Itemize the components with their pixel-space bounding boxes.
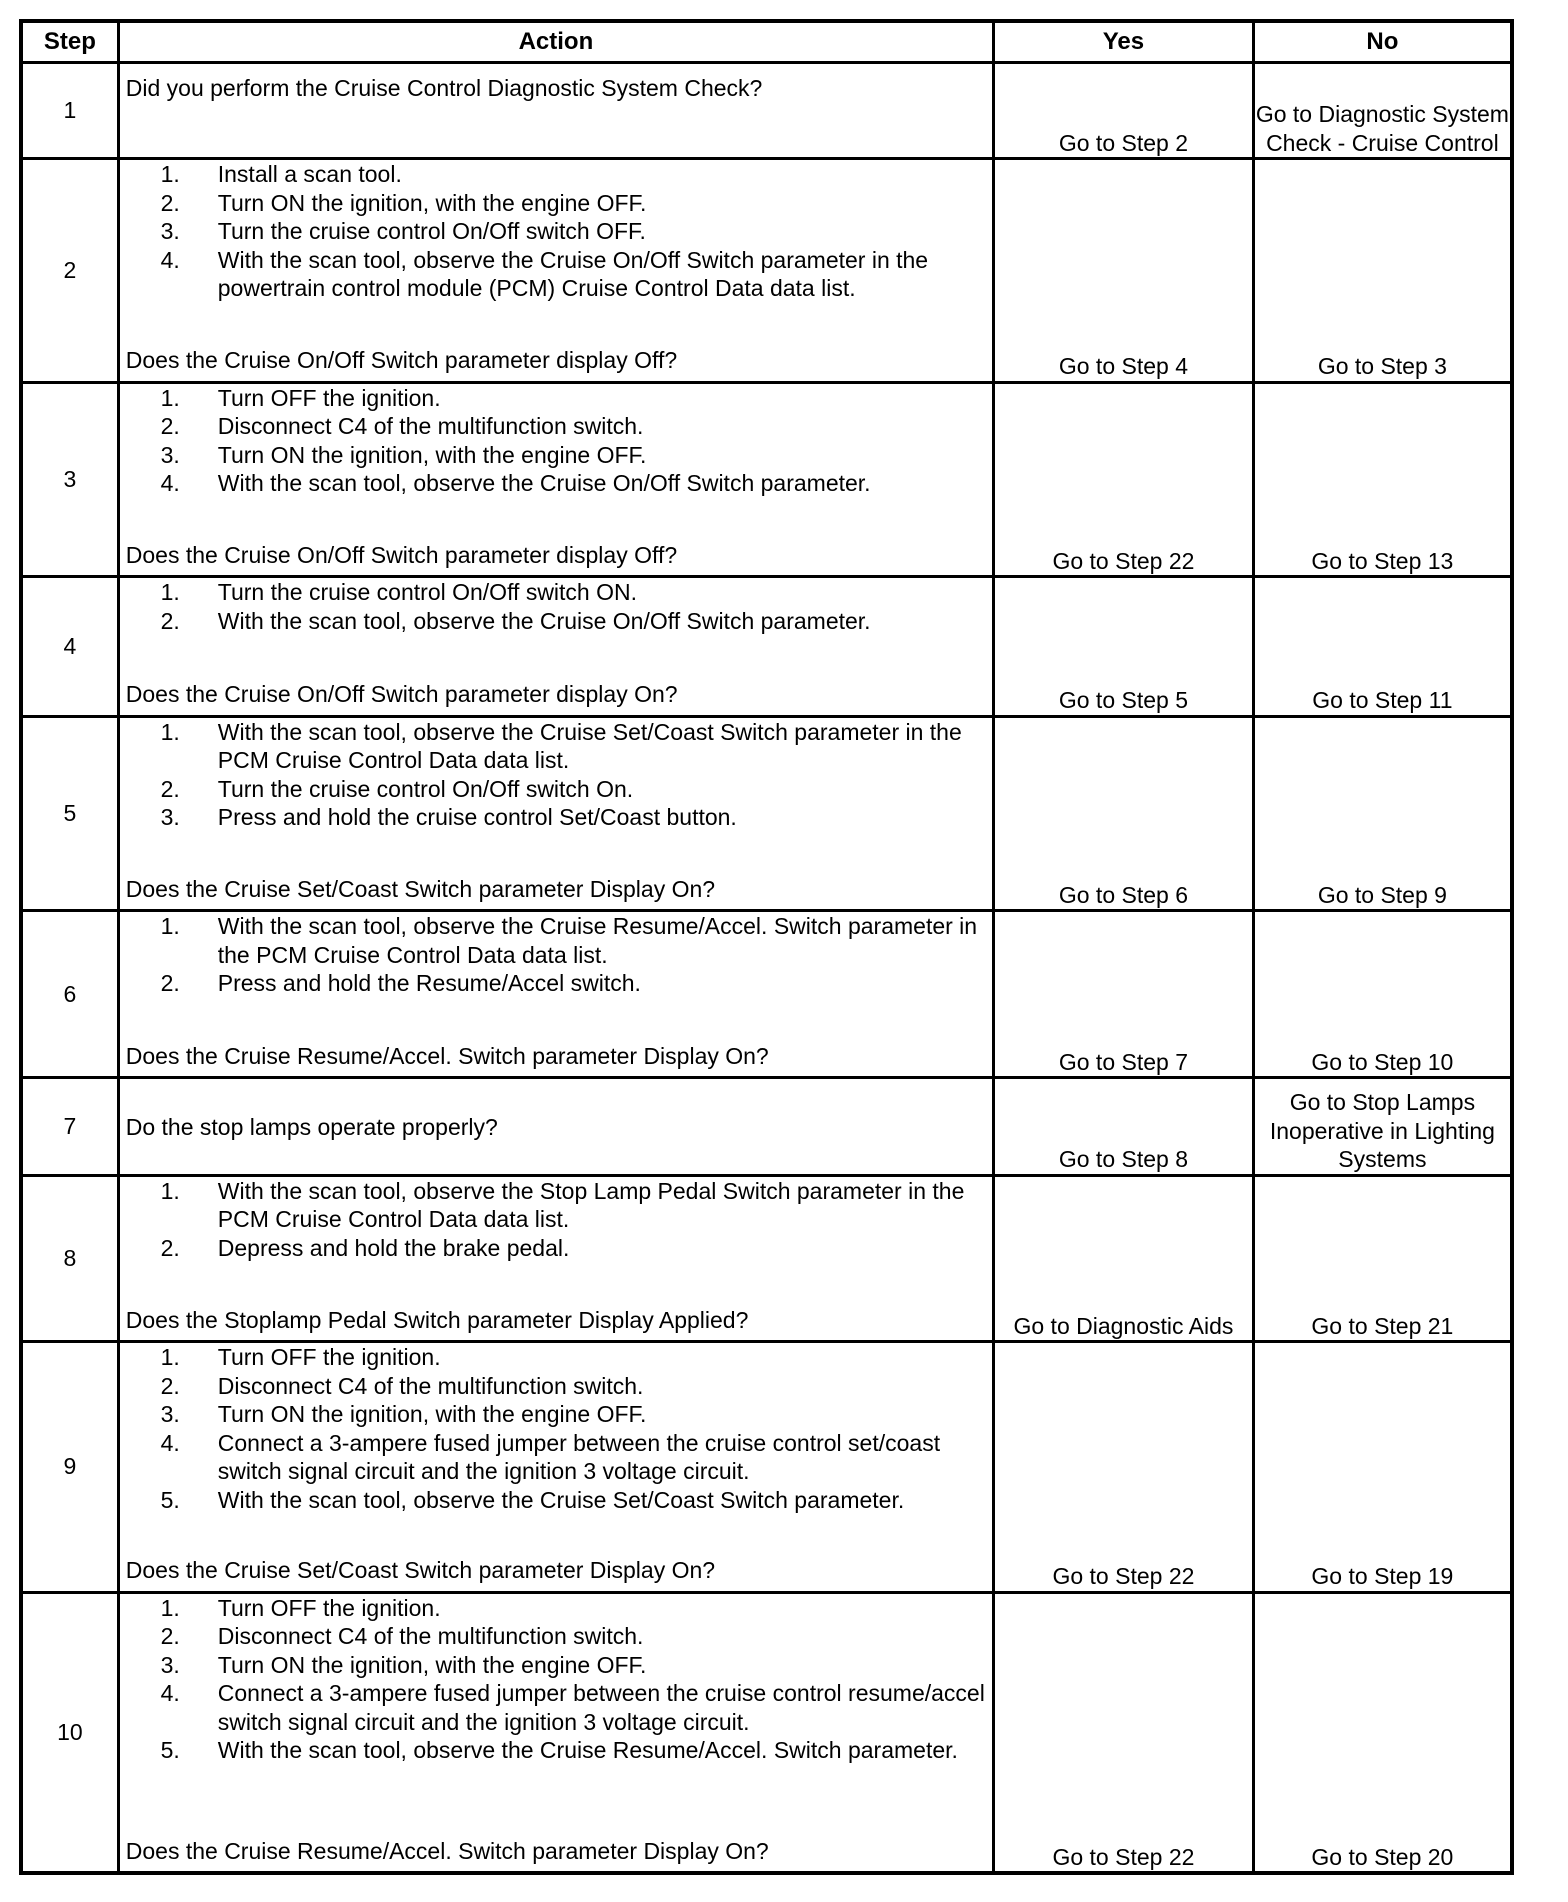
table-row bbox=[21, 382, 1512, 576]
step-number: 3 bbox=[21, 382, 118, 576]
table-row bbox=[21, 577, 1512, 716]
action-step-text: Install a scan tool. bbox=[217, 161, 402, 188]
action-question: Does the Cruise Set/Coast Switch parameter Display On? bbox=[125, 875, 716, 902]
action-step-item bbox=[120, 1177, 992, 1234]
action-step-text: Turn ON the ignition, with the engine OFF. bbox=[217, 189, 647, 216]
action-cell bbox=[118, 1078, 993, 1175]
action-question: Does the Cruise On/Off Switch parameter display Off? bbox=[125, 541, 678, 568]
action-step-number: 1. bbox=[160, 1344, 180, 1371]
action-step-item bbox=[120, 412, 992, 441]
step-number: 4 bbox=[21, 577, 118, 716]
table-row bbox=[21, 1175, 1512, 1341]
table-row bbox=[21, 1078, 1512, 1175]
action-step-text: Press and hold the cruise control Set/Coast button. bbox=[217, 804, 737, 831]
action-step-item bbox=[120, 718, 992, 775]
step-number: 1 bbox=[21, 63, 118, 159]
step-number: 6 bbox=[21, 911, 118, 1078]
yes-outcome: Go to Step 2 bbox=[994, 63, 1254, 159]
action-step-item bbox=[120, 1651, 992, 1680]
action-cell bbox=[118, 1175, 993, 1341]
step-number: 5 bbox=[21, 716, 118, 910]
action-step-item bbox=[120, 1486, 992, 1515]
no-outcome: Go to Step 13 bbox=[1253, 382, 1512, 576]
no-outcome: Go to Diagnostic System Check - Cruise Control bbox=[1253, 63, 1512, 159]
action-step-text: Turn OFF the ignition. bbox=[217, 1594, 441, 1621]
action-step-number: 1. bbox=[160, 1177, 180, 1204]
step-number: 9 bbox=[21, 1342, 118, 1593]
action-step-number: 3. bbox=[160, 441, 180, 468]
action-question: Does the Cruise On/Off Switch parameter display On? bbox=[125, 681, 678, 708]
no-outcome: Go to Step 21 bbox=[1253, 1175, 1512, 1341]
action-step-item bbox=[120, 1343, 992, 1372]
action-step-text: With the scan tool, observe the Cruise On/Off Switch parameter. bbox=[217, 470, 871, 497]
action-steps-list bbox=[120, 1594, 992, 1765]
action-cell bbox=[118, 716, 993, 910]
action-step-item bbox=[120, 160, 992, 189]
action-step-number: 2. bbox=[160, 607, 180, 634]
no-outcome: Go to Step 10 bbox=[1253, 911, 1512, 1078]
action-step-text: Connect a 3-ampere fused jumper between the cruise control set/coast switch signal circuit and the ignition 3 voltage circuit. bbox=[217, 1429, 941, 1485]
diagnostic-table bbox=[19, 19, 1514, 1875]
action-step-text: With the scan tool, observe the Cruise On/Off Switch parameter in the powertrain control module (PCM) Cruise Control Data data list. bbox=[217, 246, 929, 302]
yes-outcome: Go to Step 22 bbox=[994, 1342, 1254, 1593]
action-step-number: 5. bbox=[160, 1486, 180, 1513]
action-step-text: Turn OFF the ignition. bbox=[217, 384, 441, 411]
action-step-text: Turn the cruise control On/Off switch ON. bbox=[217, 579, 638, 606]
action-step-number: 2. bbox=[160, 1372, 180, 1399]
header-step: Step bbox=[21, 21, 118, 63]
action-step-number: 2. bbox=[160, 970, 180, 997]
no-outcome: Go to Step 9 bbox=[1253, 716, 1512, 910]
action-question: Does the Stoplamp Pedal Switch parameter Display Applied? bbox=[125, 1306, 749, 1333]
action-step-text: With the scan tool, observe the Stop Lamp Pedal Switch parameter in the PCM Cruise Control Data data list. bbox=[217, 1177, 965, 1233]
yes-outcome: Go to Step 5 bbox=[994, 577, 1254, 716]
action-question: Does the Cruise Resume/Accel. Switch parameter Display On? bbox=[125, 1837, 769, 1864]
action-step-item bbox=[120, 1429, 992, 1486]
action-step-number: 3. bbox=[160, 218, 180, 245]
action-cell bbox=[118, 63, 993, 159]
action-question: Do the stop lamps operate properly? bbox=[125, 1113, 498, 1140]
action-step-text: With the scan tool, observe the Cruise Set/Coast Switch parameter in the PCM Cruise Control Data data list. bbox=[217, 718, 962, 774]
yes-outcome: Go to Step 6 bbox=[994, 716, 1254, 910]
step-number: 7 bbox=[21, 1078, 118, 1175]
action-step-text: Disconnect C4 of the multifunction switch. bbox=[217, 1623, 644, 1650]
yes-outcome: Go to Step 7 bbox=[994, 911, 1254, 1078]
action-steps-list bbox=[120, 1177, 992, 1263]
action-step-number: 2. bbox=[160, 1623, 180, 1650]
action-steps-list bbox=[120, 384, 992, 498]
table-row bbox=[21, 716, 1512, 910]
no-outcome: Go to Step 11 bbox=[1253, 577, 1512, 716]
header-yes: Yes bbox=[994, 21, 1254, 63]
action-step-number: 1. bbox=[160, 1594, 180, 1621]
action-step-item bbox=[120, 246, 992, 303]
action-step-number: 3. bbox=[160, 804, 180, 831]
action-step-text: With the scan tool, observe the Cruise On/Off Switch parameter. bbox=[217, 607, 871, 634]
action-step-text: With the scan tool, observe the Cruise Resume/Accel. Switch parameter. bbox=[217, 1737, 958, 1764]
no-outcome: Go to Step 3 bbox=[1253, 159, 1512, 383]
action-step-number: 1. bbox=[160, 579, 180, 606]
action-step-item bbox=[120, 912, 992, 969]
action-cell bbox=[118, 911, 993, 1078]
action-step-text: Disconnect C4 of the multifunction switch. bbox=[217, 413, 644, 440]
action-question: Does the Cruise Set/Coast Switch parameter Display On? bbox=[125, 1557, 716, 1584]
table-row bbox=[21, 1342, 1512, 1593]
action-step-number: 2. bbox=[160, 775, 180, 802]
action-step-item bbox=[120, 803, 992, 832]
step-number: 2 bbox=[21, 159, 118, 383]
action-steps-list bbox=[120, 160, 992, 303]
table-row bbox=[21, 63, 1512, 159]
table-header-row bbox=[21, 21, 1512, 63]
action-step-item bbox=[120, 607, 992, 636]
action-step-number: 1. bbox=[160, 913, 180, 940]
step-number: 10 bbox=[21, 1592, 118, 1873]
yes-outcome: Go to Step 4 bbox=[994, 159, 1254, 383]
action-steps-list bbox=[120, 912, 992, 998]
action-step-text: With the scan tool, observe the Cruise Resume/Accel. Switch parameter in the PCM Cruise Control Data data list. bbox=[217, 913, 978, 968]
action-step-text: Turn ON the ignition, with the engine OFF. bbox=[217, 441, 647, 468]
action-steps-list bbox=[120, 578, 992, 635]
table-row bbox=[21, 159, 1512, 383]
yes-outcome: Go to Step 8 bbox=[994, 1078, 1254, 1175]
action-step-item bbox=[120, 1622, 992, 1651]
header-no: No bbox=[1253, 21, 1512, 63]
action-step-item bbox=[120, 1234, 992, 1263]
yes-outcome: Go to Step 22 bbox=[994, 382, 1254, 576]
action-step-number: 4. bbox=[160, 1429, 180, 1456]
step-number: 8 bbox=[21, 1175, 118, 1341]
action-step-item bbox=[120, 189, 992, 218]
no-outcome: Go to Step 20 bbox=[1253, 1592, 1512, 1873]
action-step-item bbox=[120, 775, 992, 804]
action-step-item bbox=[120, 469, 992, 498]
header-action: Action bbox=[118, 21, 993, 63]
action-step-number: 1. bbox=[160, 384, 180, 411]
action-step-text: Depress and hold the brake pedal. bbox=[217, 1234, 570, 1261]
action-step-number: 2. bbox=[160, 1234, 180, 1261]
action-step-number: 3. bbox=[160, 1401, 180, 1428]
action-step-item bbox=[120, 1400, 992, 1429]
action-step-number: 1. bbox=[160, 161, 180, 188]
action-step-text: Turn the cruise control On/Off switch OFF. bbox=[217, 218, 646, 245]
action-question: Did you perform the Cruise Control Diagnostic System Check? bbox=[125, 75, 763, 101]
action-step-item bbox=[120, 1372, 992, 1401]
action-step-item bbox=[120, 1594, 992, 1623]
action-step-item bbox=[120, 441, 992, 470]
table-row bbox=[21, 1592, 1512, 1873]
action-step-item bbox=[120, 217, 992, 246]
action-step-number: 3. bbox=[160, 1651, 180, 1678]
yes-outcome: Go to Diagnostic Aids bbox=[994, 1175, 1254, 1341]
action-step-text: Turn OFF the ignition. bbox=[217, 1344, 441, 1371]
table-row bbox=[21, 911, 1512, 1078]
action-question: Does the Cruise Resume/Accel. Switch parameter Display On? bbox=[125, 1042, 769, 1069]
action-step-text: Turn ON the ignition, with the engine OFF. bbox=[217, 1401, 647, 1428]
action-step-item bbox=[120, 1679, 992, 1736]
action-steps-list bbox=[120, 1343, 992, 1514]
action-step-number: 2. bbox=[160, 413, 180, 440]
action-step-text: Disconnect C4 of the multifunction switch. bbox=[217, 1372, 644, 1399]
action-step-number: 2. bbox=[160, 189, 180, 216]
action-step-text: Press and hold the Resume/Accel switch. bbox=[217, 970, 641, 997]
action-step-text: Turn ON the ignition, with the engine OFF. bbox=[217, 1651, 647, 1678]
action-cell bbox=[118, 1342, 993, 1593]
action-question: Does the Cruise On/Off Switch parameter display Off? bbox=[125, 347, 678, 374]
no-outcome: Go to Stop Lamps Inoperative in Lighting Systems bbox=[1253, 1078, 1512, 1175]
action-cell bbox=[118, 159, 993, 383]
action-step-item bbox=[120, 1736, 992, 1765]
action-step-item bbox=[120, 969, 992, 998]
action-cell bbox=[118, 1592, 993, 1873]
action-step-text: Connect a 3-ampere fused jumper between the cruise control resume/accel switch signal circuit and the ignition 3 voltage circuit. bbox=[217, 1680, 985, 1735]
table-body bbox=[21, 63, 1512, 1874]
action-step-number: 1. bbox=[160, 718, 180, 745]
action-cell bbox=[118, 577, 993, 716]
action-step-text: Turn the cruise control On/Off switch On. bbox=[217, 775, 634, 802]
action-step-item bbox=[120, 384, 992, 413]
action-steps-list bbox=[120, 718, 992, 832]
action-step-number: 4. bbox=[160, 1680, 180, 1707]
yes-outcome: Go to Step 22 bbox=[994, 1592, 1254, 1873]
action-cell bbox=[118, 382, 993, 576]
action-step-number: 5. bbox=[160, 1737, 180, 1764]
action-step-text: With the scan tool, observe the Cruise Set/Coast Switch parameter. bbox=[217, 1486, 905, 1513]
action-step-number: 4. bbox=[160, 470, 180, 497]
action-step-number: 4. bbox=[160, 246, 180, 273]
no-outcome: Go to Step 19 bbox=[1253, 1342, 1512, 1593]
action-step-item bbox=[120, 578, 992, 607]
